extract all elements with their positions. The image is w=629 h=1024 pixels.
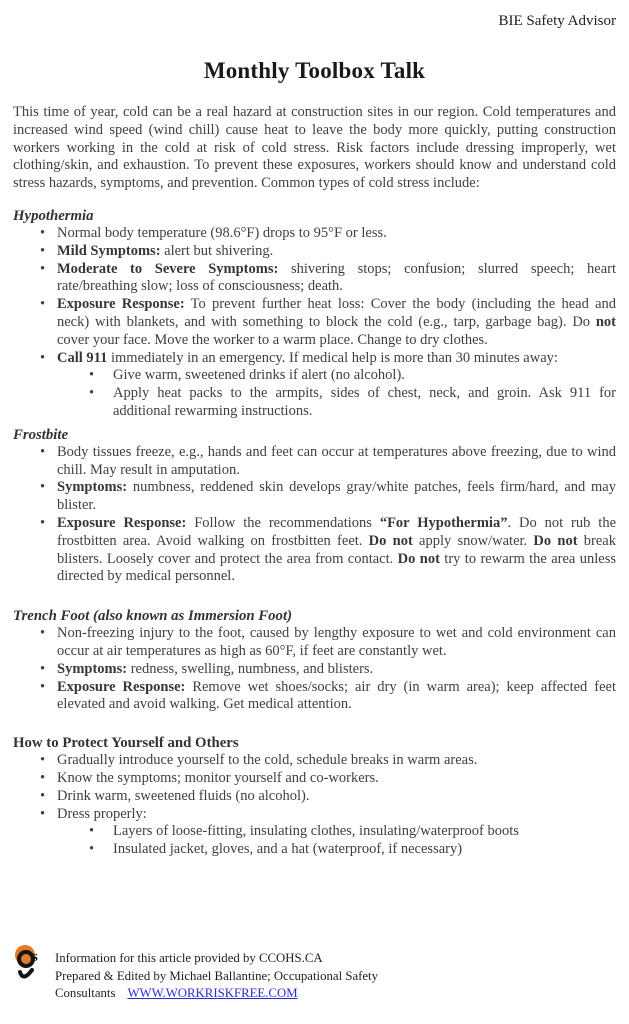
footer-line2 [55,968,616,1003]
doc-brand: BIE Safety Advisor [498,13,616,29]
text-segment: break blisters. Loosely cover and protect the area from contact. [57,532,616,567]
section-heading: How to Protect Yourself and Others [13,735,239,752]
list-item [13,788,616,806]
svg-text:s: s [32,949,38,965]
text-segment: try to rewarm the area unless directed by medical personnel. [57,550,616,585]
list-item [13,367,616,385]
list-item [13,479,616,515]
section-hypothermia [13,207,616,421]
text-segment: . Do not rub the frostbitten area. Avoid walking on frostbitten feet. [57,514,617,549]
text-segment: Body tissues freeze, e.g., hands and feet can occur at temperatures above freezing, due to wind chill. May result in amputation. [57,443,616,478]
section-trench-foot [13,607,616,714]
text-segment: shivering stops; confusion; slurred speech; heart rate/breathing slow; loss of consciousness; death. [57,260,616,295]
text-segment: Symptoms: [57,479,128,496]
text-segment: Layers of loose-fitting, insulating clothes, insulating/waterproof boots [113,823,519,840]
intro-paragraph: This time of year, cold can be a real hazard at construction sites in our region. Cold temperatures and increased wind speed (wind chill) cause heat to leave the body more quickly, putting construction workers working in the cold at risk of cold stress. Risk factors include dressing improperly, wet clothing/skin, and exhaustion. To prevent these exposures, workers should know and understand cold stress hazards, symptoms, and prevention. Common types of cold stress include: [13,104,616,192]
list-item [13,350,616,368]
osc-logo-icon [13,944,45,989]
text-segment: Drink warm, sweetened fluids (no alcohol). [57,787,310,804]
footer-link[interactable]: WWW.WORKRISKFREE.COM [127,986,298,1000]
section-heading: Hypothermia [13,207,94,224]
footer-credit: Prepared & Edited by Michael Ballantine; Occupational Safety Consultants [55,968,379,1000]
text-segment: Do not [533,532,578,549]
list-item [13,806,616,824]
text-segment: Exposure Response: [57,296,185,313]
text-segment: cover your face. Move the worker to a warm place. Change to dry clothes. [57,331,488,348]
list-item [13,385,616,421]
section-heading: Trench Foot (also known as Immersion Foot) [13,608,292,625]
text-segment: Exposure Response: [57,678,186,695]
list-item [13,841,616,859]
text-segment: Moderate to Severe Symptoms: [57,260,279,277]
list-item [13,625,616,661]
list-item [13,261,616,297]
text-segment: Gradually introduce yourself to the cold, schedule breaks in warm areas. [57,752,478,769]
list-item [13,243,616,261]
section-heading: Frostbite [13,426,69,443]
footer-text [55,944,616,1003]
list-item [13,296,616,349]
list-item [13,679,616,715]
text-segment: Follow the recommendations [186,514,380,531]
list-item [13,661,616,679]
text-segment: Insulated jacket, gloves, and a hat (waterproof, if necessary) [113,841,463,858]
list-item [13,752,616,770]
text-segment: Non-freezing injury to the foot, caused by lengthy exposure to wet and cold environment can occur at air temperatures as high as 60°F, if feet are constantly wet. [57,625,616,659]
section-frostbite [13,426,616,586]
sections-container [13,207,616,859]
text-segment: “For Hypothermia” [379,514,508,531]
text-segment: Normal body temperature (98.6°F) drops to 95°F or less. [57,224,387,241]
list-item [13,823,616,841]
text-segment: Know the symptoms; monitor yourself and co-workers. [57,769,379,786]
text-segment: not [595,313,616,330]
text-segment: Symptoms: [57,660,128,677]
text-segment: alert but shivering. [160,242,274,259]
text-segment: redness, swelling, numbness, and blisters. [127,660,374,677]
page-title: Monthly Toolbox Talk [203,58,426,83]
text-segment: immediately in an emergency. If medical help is more than 30 minutes away: [107,349,558,366]
text-segment: apply snow/water. [412,532,534,549]
text-segment: Apply heat packs to the armpits, sides of chest, neck, and groin. Ask 911 for additional rewarming instructions. [113,385,616,419]
list-item [13,225,616,243]
footer-line1: Information for this article provided by CCOHS.CA [55,951,323,965]
list-item [13,515,616,586]
doc-footer [13,944,616,1003]
text-segment: Do not [368,532,413,549]
list-item [13,770,616,788]
text-segment: Exposure Response: [57,514,187,531]
text-segment: To prevent further heat loss: Cover the body (including the head and neck) with blankets, and with something to block the cold (e.g., tarp, garbage bag). Do [57,296,617,330]
text-segment: Mild Symptoms: [57,242,161,259]
text-segment: Do not [397,550,440,567]
section-protect [13,734,616,859]
text-segment: numbness, reddened skin develops gray/white patches, feels firm/hard, and may blister. [57,479,616,514]
text-segment: Dress properly: [57,805,147,822]
text-segment: Call 911 [57,349,108,366]
list-item [13,444,616,480]
text-segment: Give warm, sweetened drinks if alert (no alcohol). [113,367,405,384]
text-segment: Remove wet shoes/socks; air dry (in warm area); keep affected feet elevated and avoid walking. Get medical attention. [57,678,616,713]
